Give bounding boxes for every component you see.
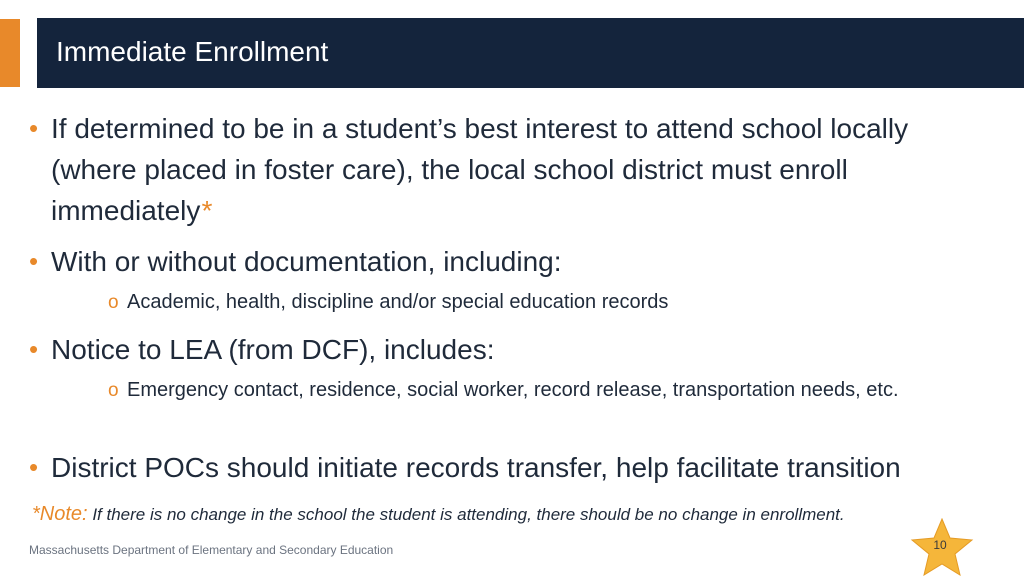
note-text: If there is no change in the school the student is attending, there should be no change in enrollment. bbox=[92, 505, 845, 524]
sub-bullet-circle-icon: o bbox=[108, 380, 119, 401]
sub-bullet-records bbox=[108, 287, 988, 318]
title-bar bbox=[37, 18, 1024, 88]
bullet-dot-icon: • bbox=[29, 113, 39, 143]
sub-bullet-emergency-contact bbox=[108, 375, 988, 406]
bullet-dot-icon: • bbox=[29, 452, 39, 482]
title-accent-bar bbox=[0, 19, 20, 87]
sub-bullet-circle-icon: o bbox=[108, 292, 119, 313]
bullet-text: With or without documentation, including: bbox=[51, 246, 562, 277]
bullet-documentation bbox=[29, 241, 989, 282]
bullet-text: Notice to LEA (from DCF), includes: bbox=[51, 334, 495, 365]
bullet-dot-icon: • bbox=[29, 246, 39, 276]
page-number: 10 bbox=[933, 538, 947, 552]
note-label: *Note: bbox=[32, 503, 88, 525]
bullet-notice-lea bbox=[29, 329, 989, 370]
bullet-text: District POCs should initiate records transfer, help facilitate transition bbox=[51, 452, 901, 483]
footnote-marker: * bbox=[200, 195, 212, 226]
enrollment-note bbox=[32, 499, 845, 530]
slide-title: Immediate Enrollment bbox=[56, 36, 329, 67]
bullet-records-transfer bbox=[29, 447, 1019, 488]
bullet-text: If determined to be in a student’s best interest to attend school locally (where placed in foster care), the local school district must enroll immediately bbox=[51, 113, 909, 226]
sub-bullet-text: Emergency contact, residence, social worker, record release, transportation needs, etc. bbox=[127, 379, 899, 401]
sub-bullet-text: Academic, health, discipline and/or special education records bbox=[127, 291, 669, 313]
bullet-enroll-immediately bbox=[29, 108, 989, 231]
bullet-dot-icon: • bbox=[29, 334, 39, 364]
footer-organization: Massachusetts Department of Elementary and Secondary Education bbox=[29, 543, 394, 557]
